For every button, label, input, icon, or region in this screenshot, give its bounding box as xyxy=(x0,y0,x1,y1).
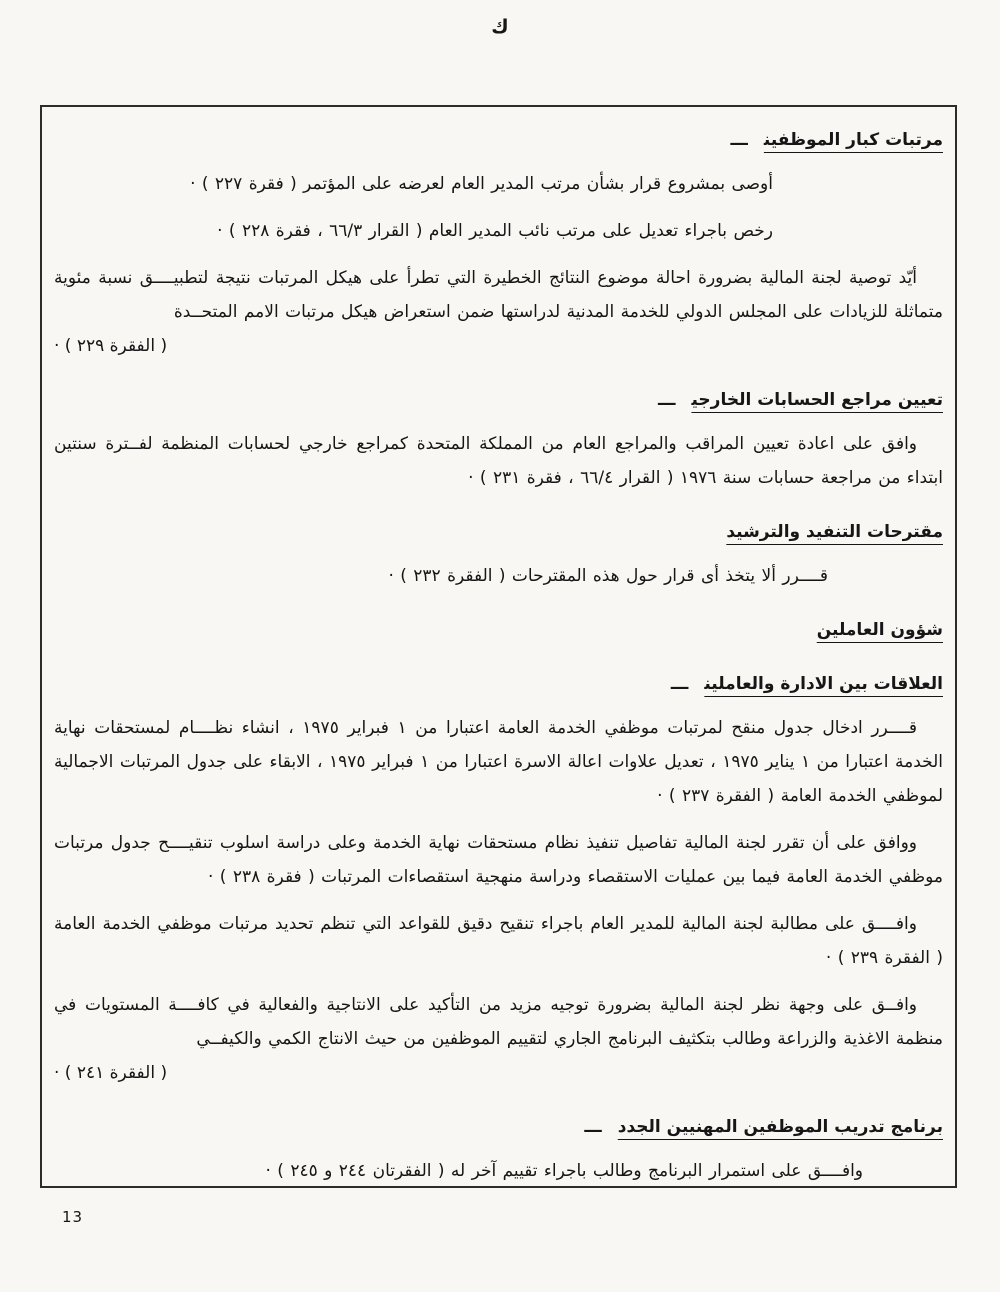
dash-marker: ـــ xyxy=(658,390,676,410)
page-number: 13 xyxy=(62,1208,84,1226)
section-heading-text: شؤون العاملين xyxy=(816,620,943,640)
paragraph: وافــق على وجهة نظر لجنة المالية بضرورة توجيه مزيد من التأكيد على الانتاجية والفعالية في كافــــة المستويات في منظمة الاغذية والزراعة وطالب بتكثيف البرنامج الجاري لتقييم الموظفين من حيث الانتاج الكمي والكيفــي xyxy=(54,995,943,1049)
section-heading-senior-staff-salaries xyxy=(54,123,943,157)
paragraph: وافــــق على مطالبة لجنة المالية للمدير العام باجراء تنقيح دقيق للقواعد التي تنظم تحديد مرتبات موظفي الخدمة العامة ( الفقرة ٢٣٩ ) · xyxy=(54,914,943,968)
paragraph: أيّد توصية لجنة المالية بضرورة احالة موضوع النتائج الخطيرة التي تطرأ على هيكل المرتبات نتيجة لتطبيــــق نسبة مئوية متماثلة للزيادات على المجلس الدولي للخدمة المدنية لدراستها ضمن استعراض هيكل مرتبات الامم المتحــدة xyxy=(54,268,943,322)
section-heading-staff-matters xyxy=(54,613,943,647)
citation-line: ( الفقرة ٢٢٩ ) · xyxy=(54,336,168,356)
section-heading-text: برنامج تدريب الموظفين المهنيين الجدد xyxy=(617,1117,943,1137)
content-frame xyxy=(40,105,957,1188)
paragraph: وافــــق على استمرار البرنامج وطالب باجراء تقييم آخر له ( الفقرتان ٢٤٤ و ٢٤٥ ) · xyxy=(265,1161,863,1181)
paragraph: رخص باجراء تعديل على مرتب نائب المدير العام ( القرار ٦٦/٣ ، فقرة ٢٢٨ ) · xyxy=(217,221,773,241)
dash-marker: ـــ xyxy=(584,1117,602,1137)
citation-line: ( الفقرة ٢٤١ ) · xyxy=(54,1063,168,1083)
section-heading-text: مرتبات كبار الموظفين xyxy=(763,130,943,150)
section-heading-text: العلاقات بين الادارة والعاملين xyxy=(704,674,943,694)
dash-marker: ـــ xyxy=(670,674,689,694)
dash-marker: ـــ xyxy=(730,130,748,150)
section-heading-external-auditor xyxy=(54,383,943,417)
section-heading-training-programme xyxy=(54,1110,943,1144)
paragraph-with-citation xyxy=(54,988,943,1090)
paragraph: وافق على اعادة تعيين المراقب والمراجع العام من المملكة المتحدة كمراجع خارجي لحسابات المنظمة لفــترة سنتين ابتداء من مراجعة حسابات سنة ١٩٧٦ ( القرار ٦٦/٤ ، فقرة ٢٣١ ) · xyxy=(54,434,943,488)
header-letter-mark: ك xyxy=(491,16,509,38)
paragraph-with-citation xyxy=(54,261,943,363)
paragraph: قــــرر ألا يتخذ أى قرار حول هذه المقترحات ( الفقرة ٢٣٢ ) · xyxy=(388,566,828,586)
section-heading-text: تعيين مراجع الحسابات الخارجي xyxy=(691,390,943,410)
section-heading-text: مقترحات التنفيد والترشيد xyxy=(726,522,943,542)
section-heading-staff-management-relations xyxy=(54,667,943,701)
paragraph: ووافق على أن تقرر لجنة المالية تفاصيل تنفيذ نظام مستحقات نهاية الخدمة وعلى دراسة اسلوب تنقيــــح جدول مرتبات موظفي الخدمة العامة فيما بين عمليات الاستقصاء ودراسة منهجية استقصاءات المرتبات ( فقرة ٢٣٨ ) · xyxy=(54,833,943,887)
paragraph: أوصى بمشروع قرار بشأن مرتب المدير العام لعرضه على المؤتمر ( فقرة ٢٢٧ ) · xyxy=(190,174,773,194)
paragraph: قــــرر ادخال جدول منقح لمرتبات موظفي الخدمة العامة اعتبارا من ١ فبراير ١٩٧٥ ، انشاء نظــــام لمستحقات نهاية الخدمة اعتبارا من ١ يناير ١٩٧٥ ، تعديل علاوات اعالة الاسرة اعتبارا من ١ فبراير ١٩٧٥ ، الابقاء على جدول المرتبات الاجمالية لموظفي الخدمة العامة ( الفقرة ٢٣٧ ) · xyxy=(54,718,943,806)
section-heading-implementation-proposals xyxy=(54,515,943,549)
